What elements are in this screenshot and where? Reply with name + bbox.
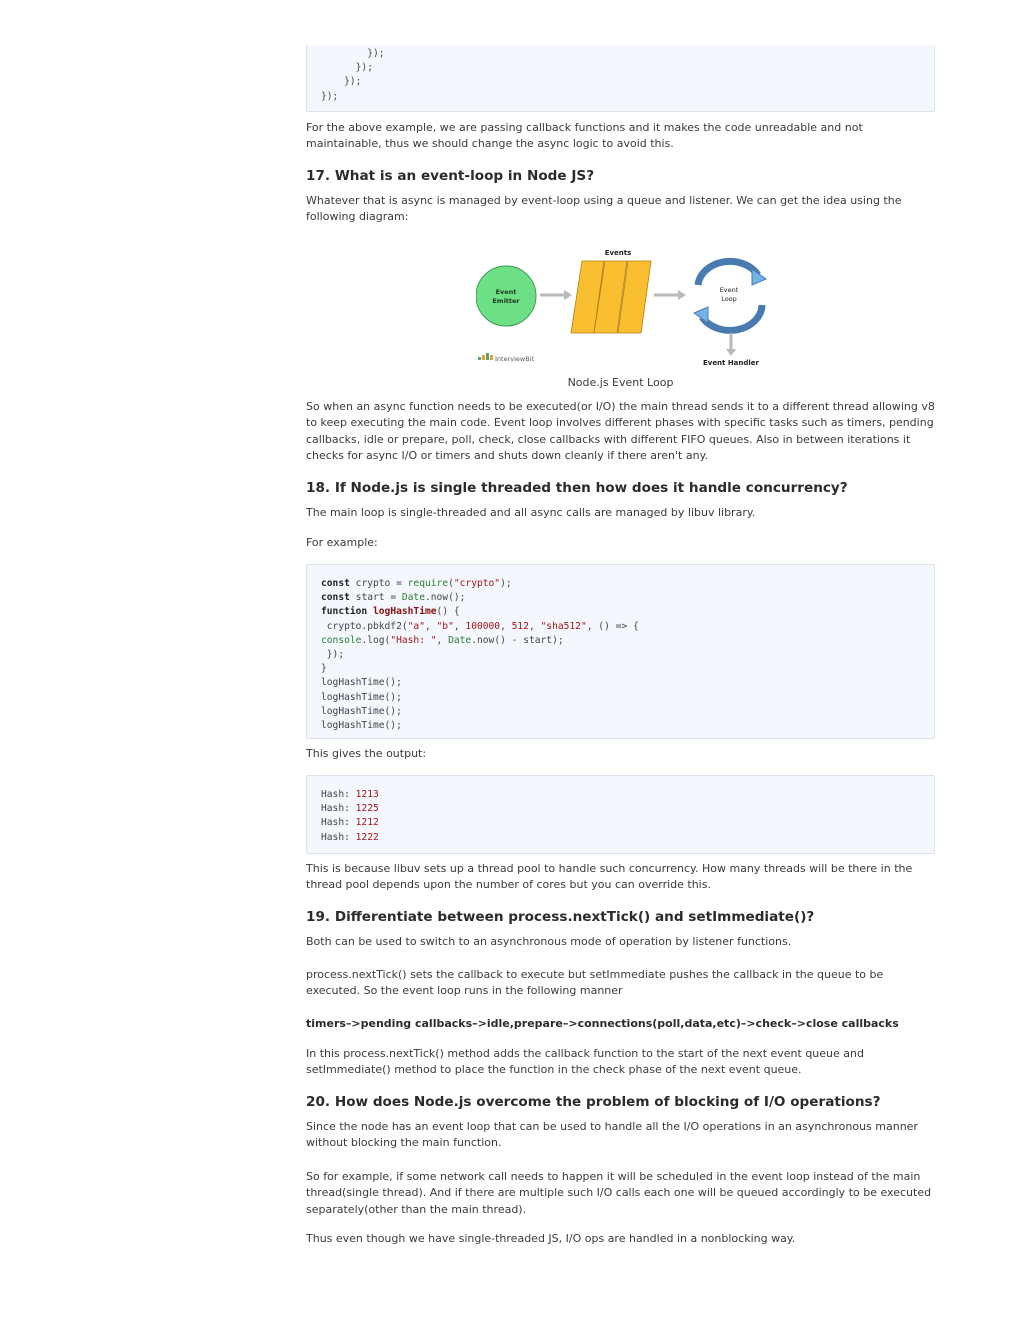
heading-q20: 20. How does Node.js overcome the problem of blocking of I/O operations? — [306, 1094, 881, 1110]
paragraph-q19-2: process.nextTick() sets the callback to execute but setImmediate pushes the callback in the queue to be executed. So the event loop runs in the following manner — [306, 968, 884, 998]
code-line: }); — [321, 90, 339, 102]
paragraph-q19-bold: timers–>pending callbacks–>idle,prepare–>connections(poll,data,etc)–>check–>close callbacks — [306, 1017, 899, 1030]
paragraph-q18-3: This gives the output: — [306, 747, 427, 760]
arrow-events-to-loop — [654, 290, 686, 300]
diagram-loop-line2: Loop — [721, 295, 737, 303]
paragraph-q18-1: The main loop is single-threaded and all async calls are managed by libuv library. — [306, 506, 756, 519]
interviewbit-logo-icon — [478, 353, 493, 360]
paragraph-q17-2: So when an async function needs to be executed(or I/O) the main thread sends it to a different thread allowing v8 to keep executing the main code. Event loop involves different phases with specific tasks such as timers, pending callbacks, idle or prepare, poll, check, close callbacks with different FIFO queues. Also in between iterations it checks for async I/O or timers and shuts down cleanly if there aren't any. — [306, 400, 935, 462]
diagram-emitter-line1: Event — [495, 288, 517, 296]
code-line: }); — [321, 76, 362, 88]
event-queue-bars — [571, 261, 651, 333]
code-block-output: Hash: 1213 Hash: 1225 Hash: 1212 Hash: 1222 — [306, 775, 935, 854]
paragraph-q18-4: This is because libuv sets up a thread pool to handle such concurrency. How many threads will be there in the thread pool depends upon the number of cores but you can override this. — [306, 862, 913, 892]
paragraph-q18-2: For example: — [306, 536, 378, 549]
paragraph-q20-1: Since the node has an event loop that can be used to handle all the I/O operations in an asynchronous manner without blocking the main function. — [306, 1120, 918, 1150]
diagram-brand: InterviewBit — [495, 355, 535, 363]
code-line: }); — [321, 62, 373, 74]
paragraph-q20-2: So for example, if some network call needs to happen it will be scheduled in the event loop instead of the main thread(single thread). And if there are multiple such I/O calls each one will be queued accordingly to be executed separately(other than the main thread). — [306, 1170, 932, 1216]
diagram-handler-label: Event Handler — [702, 359, 760, 367]
event-emitter-circle — [476, 266, 536, 326]
heading-q17: 17. What is an event-loop in Node JS? — [306, 168, 595, 184]
figure-caption: Node.js Event Loop — [567, 376, 674, 389]
paragraph-intro-tail: For the above example, we are passing callback functions and it makes the code unreadable and not maintainable, thus we should change the async logic to avoid this. — [306, 121, 863, 151]
paragraph-q17-1: Whatever that is async is managed by event-loop using a queue and listener. We can get the idea using the following diagram: — [306, 194, 902, 224]
event-loop-diagram — [476, 245, 776, 370]
arrow-loop-to-handler — [726, 333, 736, 356]
heading-q19: 19. Differentiate between process.nextTick() and setImmediate()? — [306, 909, 815, 925]
code-block-top — [306, 45, 935, 112]
paragraph-q19-1: Both can be used to switch to an asynchronous mode of operation by listener functions. — [306, 935, 792, 948]
arrow-emitter-to-events — [540, 290, 572, 300]
code-block-crypto: const crypto = require("crypto"); const start = Date.now(); function logHashTime() { crypto.pbkdf2("a", "b", 100000, 512, "sha512", () => { console.log("Hash: ", Date.now() - start); }); } logHashTime(); logHashTime(); logHashTime(); logHashTime(); — [306, 564, 935, 739]
paragraph-q20-3: Thus even though we have single-threaded JS, I/O ops are handled in a nonblocking way. — [306, 1232, 796, 1245]
diagram-loop-line1: Event — [719, 286, 739, 294]
diagram-emitter-line2: Emitter — [492, 297, 520, 305]
code-line: }); — [321, 48, 385, 59]
diagram-events-label: Events — [604, 249, 632, 257]
paragraph-q19-3: In this process.nextTick() method adds the callback function to the start of the next event queue and setImmediate() method to place the function in the check phase of the next event queue. — [306, 1047, 864, 1077]
heading-q18: 18. If Node.js is single threaded then how does it handle concurrency? — [306, 480, 848, 496]
